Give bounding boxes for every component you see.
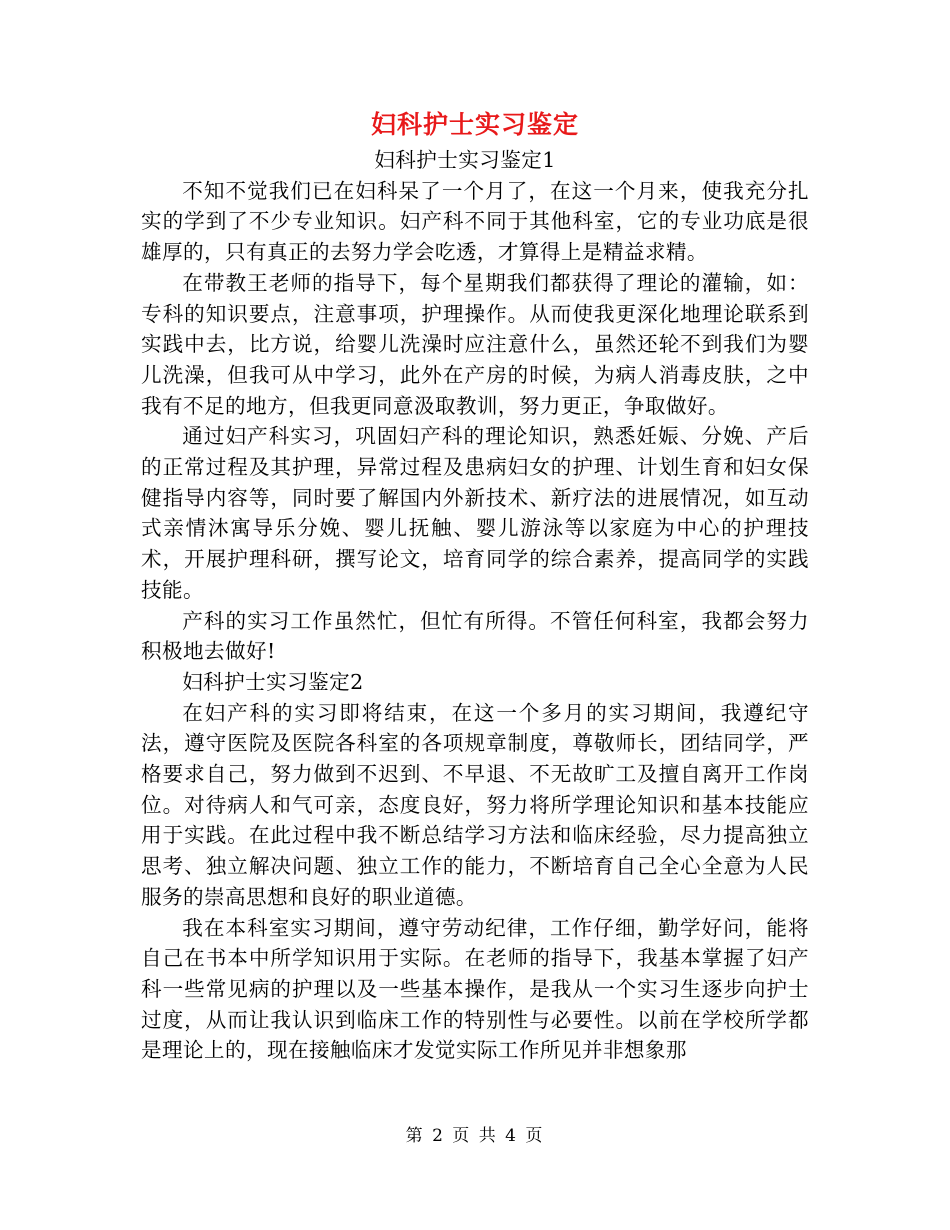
paragraph: 通过妇产科实习，巩固妇产科的理论知识，熟悉妊娠、分娩、产后的正常过程及其护理，异常过程及患病妇女的护理、计划生育和妇女保健指导内容等，同时要了解国内外新技术、新疗法的进展情况，如互动式亲情沐寓导乐分娩、婴儿抚触、婴儿游泳等以家庭为中心的护理技术，开展护理科研，撰写论文，培育同学的综合素养，提高同学的实践技能。 [141,424,809,602]
paragraph: 在妇产科的实习即将结束，在这一个多月的实习期间，我遵纪守法，遵守医院及医院各科室的各项规章制度，尊敬师长，团结同学，严格要求自己，努力做到不迟到、不早退、不无故旷工及擅自离开工作岗位。对待病人和气可亲，态度良好，努力将所学理论知识和基本技能应用于实践。在此过程中我不断总结学习方法和临床经验，尽力提高独立思考、独立解决问题、独立工作的能力，不断培育自己全心全意为人民服务的崇高思想和良好的职业道德。 [141,700,809,909]
paragraph: 我在本科室实习期间，遵守劳动纪律，工作仔细，勤学好问，能将自己在书本中所学知识用于实际。在老师的指导下，我基本掌握了妇产科一些常见病的护理以及一些基本操作，是我从一个实习生逐步向护士过度，从而让我认识到临床工作的特别性与必要性。以前在学校所学都是理论上的，现在接触临床才发觉实际工作所见并非想象那 [141,915,809,1063]
document-title: 妇科护士实习鉴定 [370,110,579,139]
document-body [141,145,809,1066]
paragraph: 在带教王老师的指导下，每个星期我们都获得了理论的灌输，如：专科的知识要点，注意事项，护理操作。从而使我更深化地理论联系到实践中去，比方说，给婴儿洗澡时应注意什么，虽然还轮不到我们为婴儿洗澡，但我可从中学习，此外在产房的时候，为病人消毒皮肤，之中我有不足的地方，但我更同意汲取教训，努力更正，争取做好。 [141,270,809,418]
section-heading-1: 妇科护士实习鉴定1 [374,148,556,172]
section-heading-2: 妇科护士实习鉴定2 [182,669,364,694]
paragraph: 产科的实习工作虽然忙，但忙有所得。不管任何科室，我都会努力积极地去做好! [141,608,809,664]
paragraph: 不知不觉我们已在妇科呆了一个月了，在这一个月来，使我充分扎实的学到了不少专业知识。妇产科不同于其他科室，它的专业功底是很雄厚的，只有真正的去努力学会吃透，才算得上是精益求精。 [141,178,809,265]
page-footer: 第 2 页 共 4 页 [405,1126,545,1146]
